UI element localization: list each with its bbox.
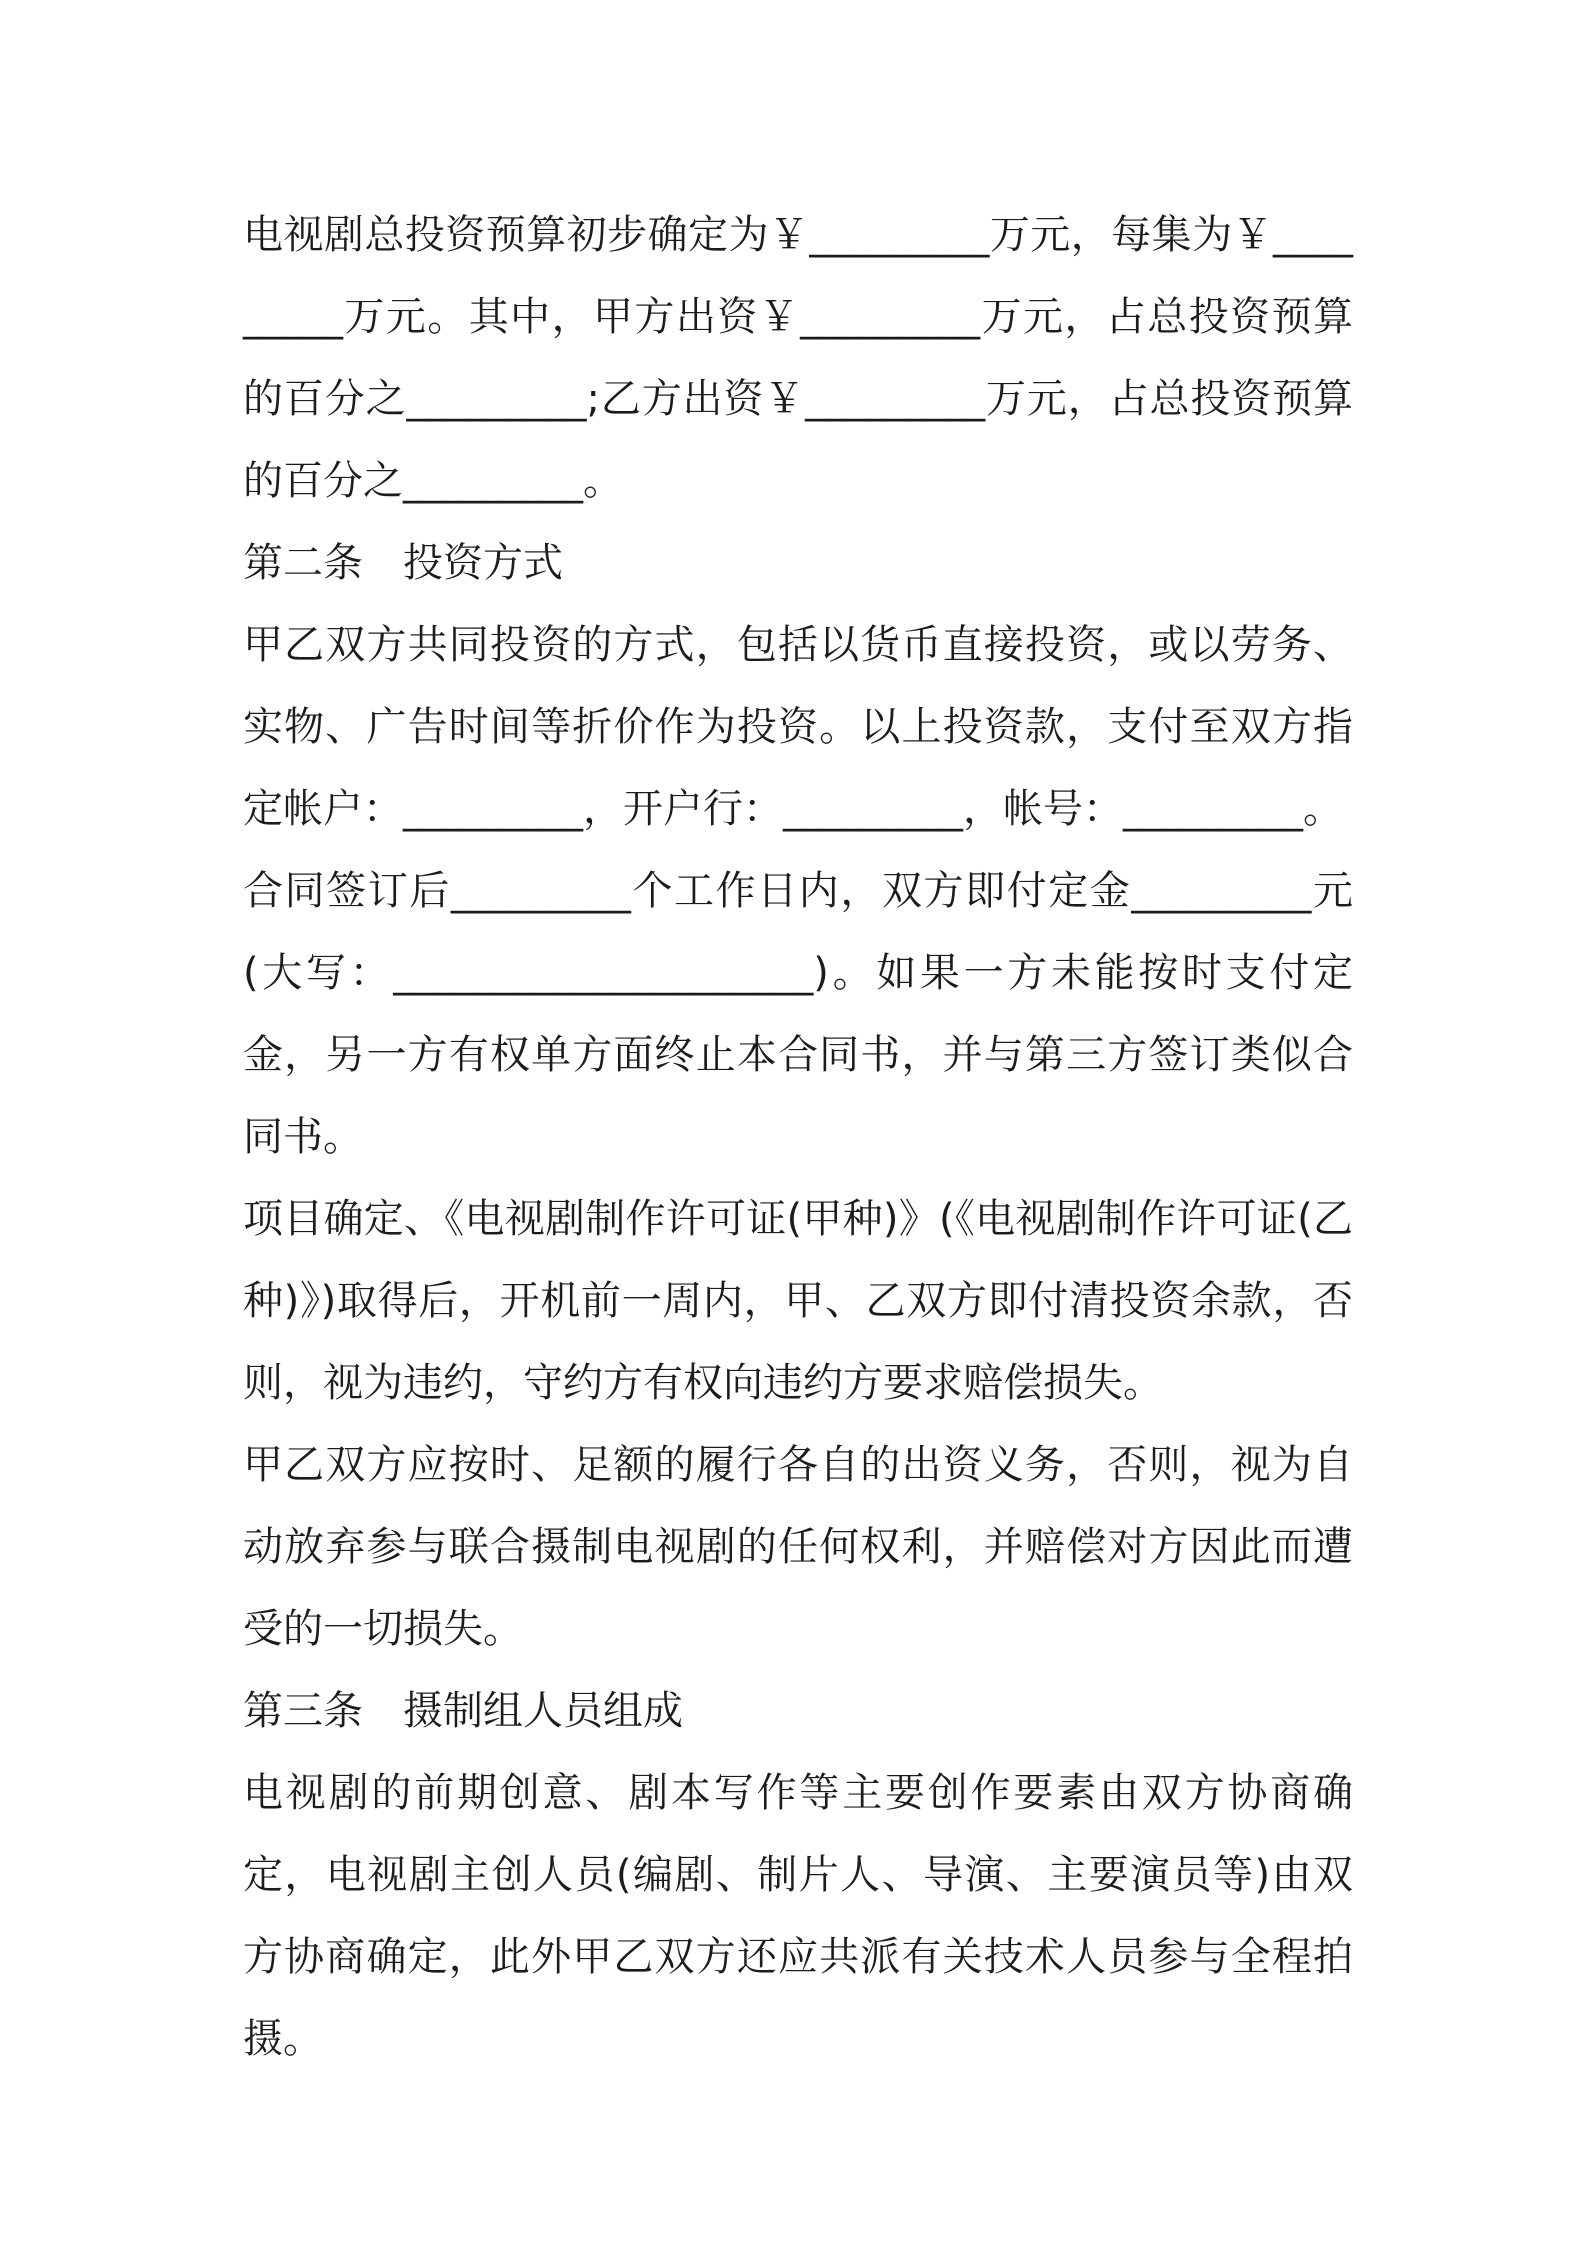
obligation-paragraph: 甲乙双方应按时、足额的履行各自的出资义务，否则，视为自动放弃参与联合摄制电视剧的任何权利，并赔偿对方因此而遭受的一切损失。 [243, 1442, 1353, 1652]
deposit-paragraph: 合同签订后_________个工作日内，双方即付定金_________元(大写：_____________________)。如果一方未能按时支付定金，另一方有权单方面终止本合同书，并与第三方签订类似合同书。 [243, 868, 1353, 1160]
crew-paragraph: 电视剧的前期创意、剧本写作等主要创作要素由双方协商确定，电视剧主创人员(编剧、制片人、导演、主要演员等)由双方协商确定，此外甲乙双方还应共派有关技术人员参与全程拍摄。 [243, 1770, 1353, 2062]
investment-method-paragraph: 甲乙双方共同投资的方式，包括以货币直接投资，或以劳务、实物、广告时间等折价作为投资。以上投资款，支付至双方指定帐户：_________，开户行：_________，帐号：_________。 [243, 622, 1353, 832]
balance-payment-paragraph: 项目确定、《电视剧制作许可证(甲种)》(《电视剧制作许可证(乙种)》)取得后，开机前一周内，甲、乙双方即付清投资余款，否则，视为违约，守约方有权向违约方要求赔偿损失。 [243, 1196, 1353, 1406]
article-2-heading: 第二条 投资方式 [243, 540, 563, 586]
document-body [243, 194, 1353, 2080]
budget-paragraph: 电视剧总投资预算初步确定为￥_________万元，每集为￥_________万元。其中，甲方出资￥_________万元，占总投资预算的百分之_________;乙方出资￥_________万元，占总投资预算的百分之_________。 [243, 212, 1353, 504]
article-3-heading: 第三条 摄制组人员组成 [243, 1688, 683, 1734]
